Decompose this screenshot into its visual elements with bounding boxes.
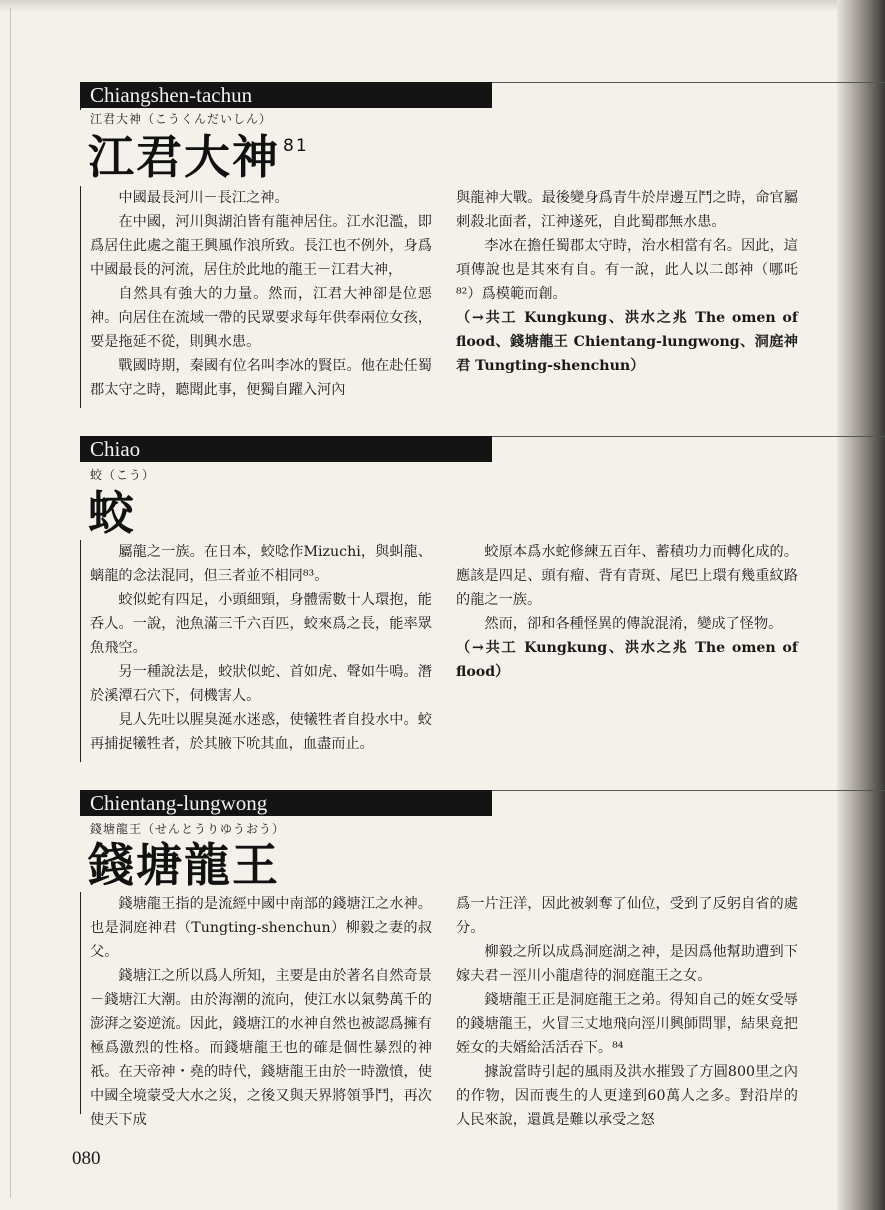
paragraph: 錢塘龍王正是洞庭龍王之弟。得知自己的姪女受辱的錢塘龍王，火冒三丈地飛向涇川興師問罪，結果竟把姪女的夫婿給活活吞下。⁸⁴: [456, 992, 798, 1056]
entry-title-text: 江君大神: [88, 130, 280, 184]
left-column: [90, 892, 432, 1132]
book-spine-edge: [837, 0, 885, 1210]
paragraph: 在中國，河川與湖泊皆有龍神居住。江水氾濫，即爲居住此處之龍王興風作浪所致。長江也不例外，身爲中國最長的河流，居住於此地的龍王－江君大神，: [90, 214, 432, 278]
entry-title: 錢塘龍王: [88, 838, 280, 892]
paragraph: 與龍神大戰。最後變身爲青牛於岸邊互鬥之時，命官屬刺殺北面者，江神遂死，自此蜀郡無水患。: [456, 190, 798, 230]
paragraph: 蛟似蛇有四足，小頭細頸，身體需數十人環抱，能呑人。一說，池魚滿三千六百匹，蛟來爲之長，能率眾魚飛空。: [90, 592, 432, 656]
right-column: [456, 186, 798, 378]
paragraph: 見人先吐以腥臭涎水迷惑，使犧牲者自投水中。蛟再捕捉犧牲者，於其腋下吮其血，血盡而止。: [90, 712, 432, 752]
cross-reference: （→共工 Kungkung、洪水之兆 The omen of flood、錢塘龍王 Chientang-lungwong、洞庭神君 Tungting-shenchun）: [456, 310, 798, 374]
romanized-name-bar: Chiangshen-tachun: [80, 82, 492, 108]
page-number: 080: [72, 1148, 101, 1169]
paragraph: 據說當時引起的風雨及洪水摧毀了方圓800里之內的作物，因而喪生的人更達到60萬人之多。對沿岸的人民來說，還眞是難以承受之怒: [456, 1064, 798, 1128]
entry-title: [88, 130, 309, 184]
left-column: [90, 186, 432, 402]
header-rule: [492, 790, 885, 791]
paragraph: 戰國時期，秦國有位名叫李冰的賢臣。他在赴任蜀郡太守之時，聽聞此事，便獨自躍入河內: [90, 358, 432, 398]
column-margin-line: [80, 892, 81, 1114]
column-margin-line: [80, 186, 81, 408]
paragraph: 自然具有強大的力量。然而，江君大神卻是位惡神。向居住在流域一帶的民眾要求每年供奉兩位女孩，要是拖延不從，則興水患。: [90, 286, 432, 350]
paragraph: 屬龍之一族。在日本，蛟唸作Mizuchi，與虯龍、螭龍的念法混同，但三者並不相同⁸³。: [90, 544, 432, 584]
romanized-name-bar: Chiao: [80, 436, 492, 462]
column-margin-line: [80, 540, 81, 762]
japanese-reading: 江君大神（こうくんだいしん）: [90, 112, 273, 126]
paragraph: 然而，卻和各種怪異的傳說混淆，變成了怪物。: [484, 616, 783, 632]
paragraph: 另一種說法是，蛟狀似蛇、首如虎、聲如牛鳴。潛於溪潭石穴下，伺機害人。: [90, 664, 432, 704]
cross-reference: （→共工 Kungkung、洪水之兆 The omen of flood）: [456, 640, 798, 680]
paragraph: 中國最長河川－長江之神。: [118, 190, 289, 206]
paragraph: 錢塘龍王指的是流經中國中南部的錢塘江之水神。也是洞庭神君（Tungting-shenchun）柳毅之妻的叔父。: [90, 896, 432, 960]
page-top-shadow: [0, 0, 885, 12]
paragraph: 柳毅之所以成爲洞庭湖之神，是因爲他幫助遭到下嫁夫君－涇川小龍虐待的洞庭龍王之女。: [456, 944, 798, 984]
paragraph: 李冰在擔任蜀郡太守時，治水相當有名。因此，這項傳說也是其來有自。有一說，此人以二郎神（哪吒⁸²）爲模範而創。: [456, 238, 798, 302]
gutter-line: [10, 8, 11, 1198]
paragraph: 蛟原本爲水蛇修練五百年、蓄積功力而轉化成的。應該是四足、頭有瘤、背有青斑、尾巴上環有幾重紋路的龍之一族。: [456, 544, 798, 608]
paragraph: 錢塘江之所以爲人所知，主要是由於著名自然奇景－錢塘江大潮。由於海潮的流向，使江水以氣勢萬千的澎湃之姿逆流。因此，錢塘江的水神自然也被認爲擁有極爲激烈的性格。而錢塘龍王也的確是個性暴烈的神祇。在天帝神・堯的時代，錢塘龍王由於一時激憤，使中國全境蒙受大水之災，之後又與天界將領爭鬥，再次使天下成: [90, 968, 432, 1128]
romanized-name-bar: Chientang-lungwong: [80, 790, 492, 816]
header-rule: [492, 82, 885, 83]
japanese-reading: 蛟（こう）: [90, 468, 156, 482]
right-column: [456, 540, 798, 684]
japanese-reading: 錢塘龍王（せんとうりゆうおう）: [90, 822, 286, 836]
left-column: [90, 540, 432, 756]
header-rule: [492, 436, 885, 437]
right-column: [456, 892, 798, 1132]
paragraph: 爲一片汪洋，因此被剝奪了仙位，受到了反躬自省的處分。: [456, 896, 798, 936]
entry-title: 蛟: [88, 486, 136, 540]
footnote-marker: 81: [283, 136, 309, 156]
